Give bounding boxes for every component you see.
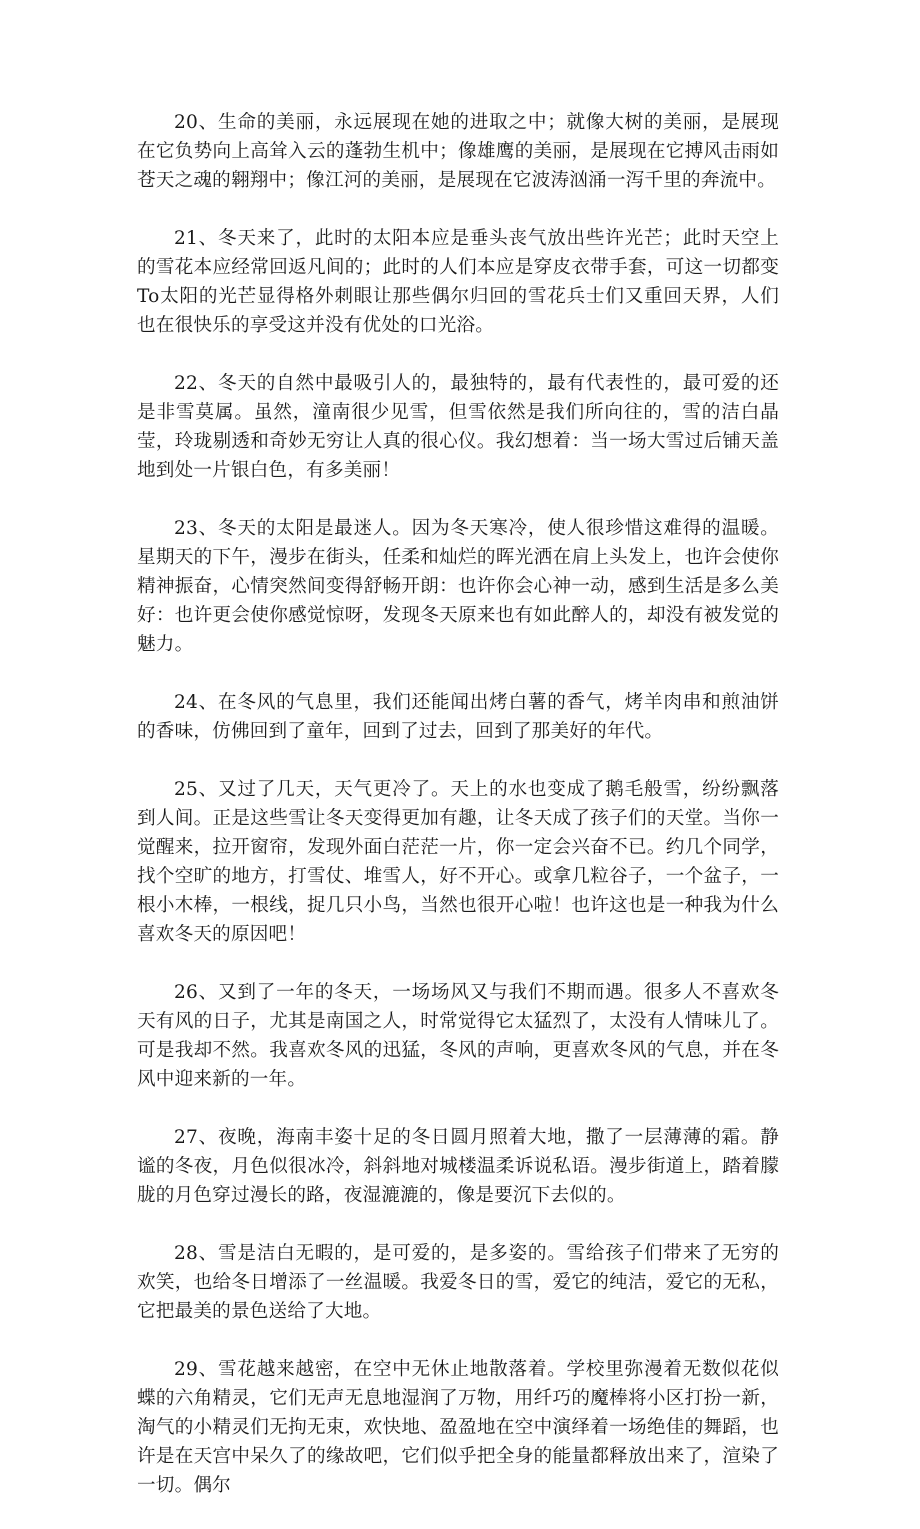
document-body bbox=[137, 108, 779, 1529]
paragraph-26: 26、又到了一年的冬天，一场场风又与我们不期而遇。很多人不喜欢冬天有风的日子，尤其是南国之人，时常觉得它太猛烈了，太没有人情味儿了。可是我却不然。我喜欢冬风的迅猛，冬风的声响，更喜欢冬风的气息，并在冬风中迎来新的一年。 bbox=[137, 982, 779, 1090]
paragraph-29: 29、雪花越来越密，在空中无休止地散落着。学校里弥漫着无数似花似蝶的六角精灵，它们无声无息地湿润了万物，用纤巧的魔棒将小区打扮一新，淘气的小精灵们无拘无束，欢快地、盈盈地在空中演绎着一场绝佳的舞蹈，也许是在天宫中呆久了的缘故吧，它们似乎把全身的能量都释放出来了，渲染了一切。偶尔 bbox=[137, 1359, 779, 1496]
paragraph-28: 28、雪是洁白无暇的，是可爱的，是多姿的。雪给孩子们带来了无穷的欢笑，也给冬日增添了一丝温暖。我爱冬日的雪，爱它的纯洁，爱它的无私，它把最美的景色送给了大地。 bbox=[137, 1243, 779, 1322]
paragraph-24: 24、在冬风的气息里，我们还能闻出烤白薯的香气，烤羊肉串和煎油饼的香味，仿佛回到了童年，回到了过去，回到了那美好的年代。 bbox=[137, 692, 779, 742]
paragraph-27: 27、夜晚，海南丰姿十足的冬日圆月照着大地，撒了一层薄薄的霜。静谧的冬夜，月色似很冰冷，斜斜地对城楼温柔诉说私语。漫步街道上，踏着朦胧的月色穿过漫长的路，夜湿漉漉的，像是要沉下去似的。 bbox=[137, 1127, 779, 1206]
paragraph-23: 23、冬天的太阳是最迷人。因为冬天寒冷，使人很珍惜这难得的温暖。星期天的下午，漫步在街头，任柔和灿烂的晖光洒在肩上头发上，也许会使你精神振奋，心情突然间变得舒畅开朗：也许你会心神一动，感到生活是多么美好：也许更会使你感觉惊呀，发现冬天原来也有如此醉人的，却没有被发觉的魅力。 bbox=[137, 518, 779, 655]
paragraph-22: 22、冬天的自然中最吸引人的，最独特的，最有代表性的，最可爱的还是非雪莫属。虽然，潼南很少见雪，但雪依然是我们所向往的，雪的洁白晶莹，玲珑剔透和奇妙无穷让人真的很心仪。我幻想着：当一场大雪过后铺天盖地到处一片银白色，有多美丽！ bbox=[137, 373, 779, 481]
paragraph-21: 21、冬天来了，此时的太阳本应是垂头丧气放出些许光芒；此时天空上的雪花本应经常回返凡间的；此时的人们本应是穿皮衣带手套，可这一切都变To太阳的光芒显得格外刺眼让那些偶尔归回的雪花兵士们又重回天界，人们也在很快乐的享受这并没有优处的口光浴。 bbox=[137, 228, 779, 336]
paragraph-20: 20、生命的美丽，永远展现在她的进取之中；就像大树的美丽，是展现在它负势向上高耸入云的蓬勃生机中；像雄鹰的美丽，是展现在它搏风击雨如苍天之魂的翱翔中；像江河的美丽，是展现在它波涛汹涌一泻千里的奔流中。 bbox=[137, 112, 779, 191]
paragraph-25: 25、又过了几天，天气更冷了。天上的水也变成了鹅毛般雪，纷纷飘落到人间。正是这些雪让冬天变得更加有趣，让冬天成了孩子们的天堂。当你一觉醒来，拉开窗帘，发现外面白茫茫一片，你一定会兴奋不已。约几个同学，找个空旷的地方，打雪仗、堆雪人，好不开心。或拿几粒谷子，一个盆子，一根小木棒，一根线，捉几只小鸟，当然也很开心啦！也许这也是一种我为什么喜欢冬天的原因吧！ bbox=[137, 779, 779, 945]
